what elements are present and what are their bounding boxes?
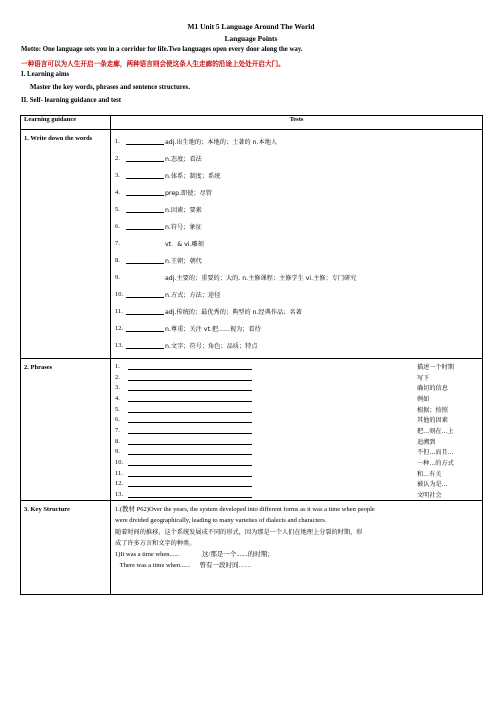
word-number: 10. [115,291,124,298]
phrase-blank-field[interactable] [128,374,252,381]
phrase-item [111,372,482,383]
phrase-chinese: 追溯到 [417,438,436,446]
word-definition: n.体系；制度；系统 [165,173,221,180]
phrase-number: 4. [115,394,120,402]
phrase-number: 6. [115,416,120,424]
word-item [111,269,482,286]
word-item [111,201,482,218]
phrase-chinese: 把...刻在...上 [417,427,454,435]
phrase-blank-field[interactable] [128,363,252,370]
word-blank-field[interactable] [126,325,164,332]
word-item [111,286,482,303]
word-blank-field[interactable] [126,172,164,179]
phrase-chinese: 根据；按照 [417,406,448,414]
key-structure-content [111,500,483,594]
phrase-blank-field[interactable] [128,459,252,466]
phrase-blank-field[interactable] [128,491,252,498]
word-blank-field[interactable] [126,291,164,298]
word-blank-field[interactable] [126,155,164,162]
phrase-number: 1. [115,362,120,370]
phrase-number: 13. [115,491,124,499]
word-item [111,133,482,150]
phrase-item [111,489,482,500]
motto-chinese: 一种语言可以为人生开启一条走廊，两种语言则会使这条人生走廊的沿途上处处开启大门。 [21,60,285,68]
phrase-number: 11. [115,469,123,477]
word-item [111,235,482,252]
word-definition: n.王朝；朝代 [165,258,202,265]
word-blank-field[interactable] [126,241,164,247]
phrase-blank-field[interactable] [128,448,252,455]
learning-table [20,115,483,595]
phrase-blank-field[interactable] [128,438,252,445]
word-number: 13. [115,342,124,349]
phrase-item [111,414,482,425]
phrase-number: 2. [115,373,120,381]
phrases-section-title: 2. Phrases [21,359,111,501]
phrase-chinese: 确切的信息 [417,385,448,393]
word-blank-field[interactable] [126,257,164,264]
word-number: 8. [115,257,120,264]
word-item [111,252,482,269]
motto: Motto: One language sets you in a corridor for life.Two languages open every door along the way. [21,46,303,53]
key-structure-line: 1.(教材 P62)Over the years, the system developed into different forms as it was a time when people [115,505,375,513]
word-definition: adj.出生地的；本地的；土著的 n.本地人 [165,139,278,146]
word-number: 9. [115,274,120,281]
word-definition: n.尊重；关注 vt.把......视为；看待 [165,326,261,333]
phrase-item [111,447,482,458]
section-self-learning: II. Self- learning guidance and test [21,97,122,104]
word-item [111,303,482,320]
word-number: 7. [115,240,120,247]
word-definition: adj.传统的；最优秀的；典型的 n.经典作品；名著 [165,309,302,316]
phrase-chinese: 其他的因素 [417,417,448,425]
word-number: 6. [115,223,120,230]
word-number: 4. [115,189,120,196]
word-item [111,167,482,184]
word-definition: prep.即使；尽管 [165,190,212,197]
phrase-blank-field[interactable] [128,384,252,391]
header-tests: Tests [111,116,483,130]
phrase-number: 9. [115,448,120,456]
word-blank-field[interactable] [126,223,164,230]
word-definition: vt．& vi.雕刻 [165,241,204,248]
header-learning-guidance: Learning guidance [21,116,111,130]
word-blank-field[interactable] [126,138,164,145]
word-blank-field[interactable] [126,206,164,213]
word-blank-field[interactable] [126,342,164,349]
key-structure-line: 1)It was a time when...... 这/那是一个.......的时期； [115,551,274,559]
phrase-chinese: 描述一个时期 [417,363,455,371]
word-number: 2. [115,155,120,162]
phrase-chinese: 被认为是... [417,481,448,489]
phrase-number: 10. [115,459,124,467]
key-structure-line: were divided geographically, leading to many varieties of dialects and characters. [115,517,327,525]
phrase-item [111,404,482,415]
phrase-blank-field[interactable] [128,427,252,434]
word-definition: n.方式；方法；途径 [165,292,221,299]
word-number: 1. [115,138,120,145]
phrase-chinese: 一种...的方式 [417,460,454,468]
word-number: 3. [115,172,120,179]
word-blank-field[interactable] [126,275,164,281]
key-structure-line: 随着时间的推移，这个系统发展成不同的形式，因为那是一个人们在地理上分裂的时期，形 [115,528,363,536]
phrase-item [111,361,482,372]
words-section-title: 1. Write down the words [21,130,111,359]
phrase-item [111,479,482,490]
phrase-item [111,468,482,479]
key-structure-line: 成了许多方言和文字的种类。 [115,539,196,547]
phrase-blank-field[interactable] [128,470,252,477]
phrase-item [111,382,482,393]
table-header-row [21,116,483,130]
phrase-item [111,393,482,404]
phrase-number: 7. [115,426,120,434]
word-item [111,218,482,235]
word-definition: adj.主要的；重要的；大的. n.主修课程；主修学生 vi.主修；专门研究 [165,275,357,282]
word-definition: n.文字；符号；角色；品质；特点 [165,343,258,350]
key-structure-row [21,500,483,594]
phrase-item [111,425,482,436]
word-item [111,320,482,337]
phrase-number: 12. [115,480,124,488]
words-row [21,130,483,359]
phrase-chinese: 例如 [417,395,430,403]
phrases-row [21,359,483,501]
word-blank-field[interactable] [126,189,164,196]
key-structure-title: 3. Key Structure [21,500,111,594]
word-number: 11. [115,308,123,315]
phrase-chinese: 写下 [417,374,430,382]
key-structure-line: There was a time when...... 曾有一段时间…… [115,562,252,570]
word-number: 12. [115,325,124,332]
phrase-chinese: 和...有关 [417,470,442,478]
phrase-item [111,457,482,468]
phrase-blank-field[interactable] [128,406,252,413]
phrase-number: 8. [115,437,120,445]
phrase-number: 5. [115,405,120,413]
learning-aims-text: Master the key words, phrases and sentence structures. [30,84,191,91]
phrase-chinese: 不但...而且... [417,449,454,457]
phrase-blank-field[interactable] [128,480,252,487]
phrase-number: 3. [115,384,120,392]
section-learning-aims: I. Learning aims [21,71,70,78]
word-definition: n.因素；要素 [165,207,202,214]
word-item [111,337,482,354]
word-definition: n.态度；看法 [165,156,202,163]
word-blank-field[interactable] [126,308,164,315]
word-definition: n.符号；象征 [165,224,202,231]
phrases-list [111,359,483,501]
word-item [111,184,482,201]
word-item [111,150,482,167]
phrase-blank-field[interactable] [128,416,252,423]
words-list [111,130,483,359]
document-subtitle: Language Points [224,34,278,43]
phrase-chinese: 文明社会 [417,492,442,500]
document-title: M1 Unit 5 Language Around The World [187,22,315,31]
word-number: 5. [115,206,120,213]
phrase-item [111,436,482,447]
phrase-blank-field[interactable] [128,395,252,402]
